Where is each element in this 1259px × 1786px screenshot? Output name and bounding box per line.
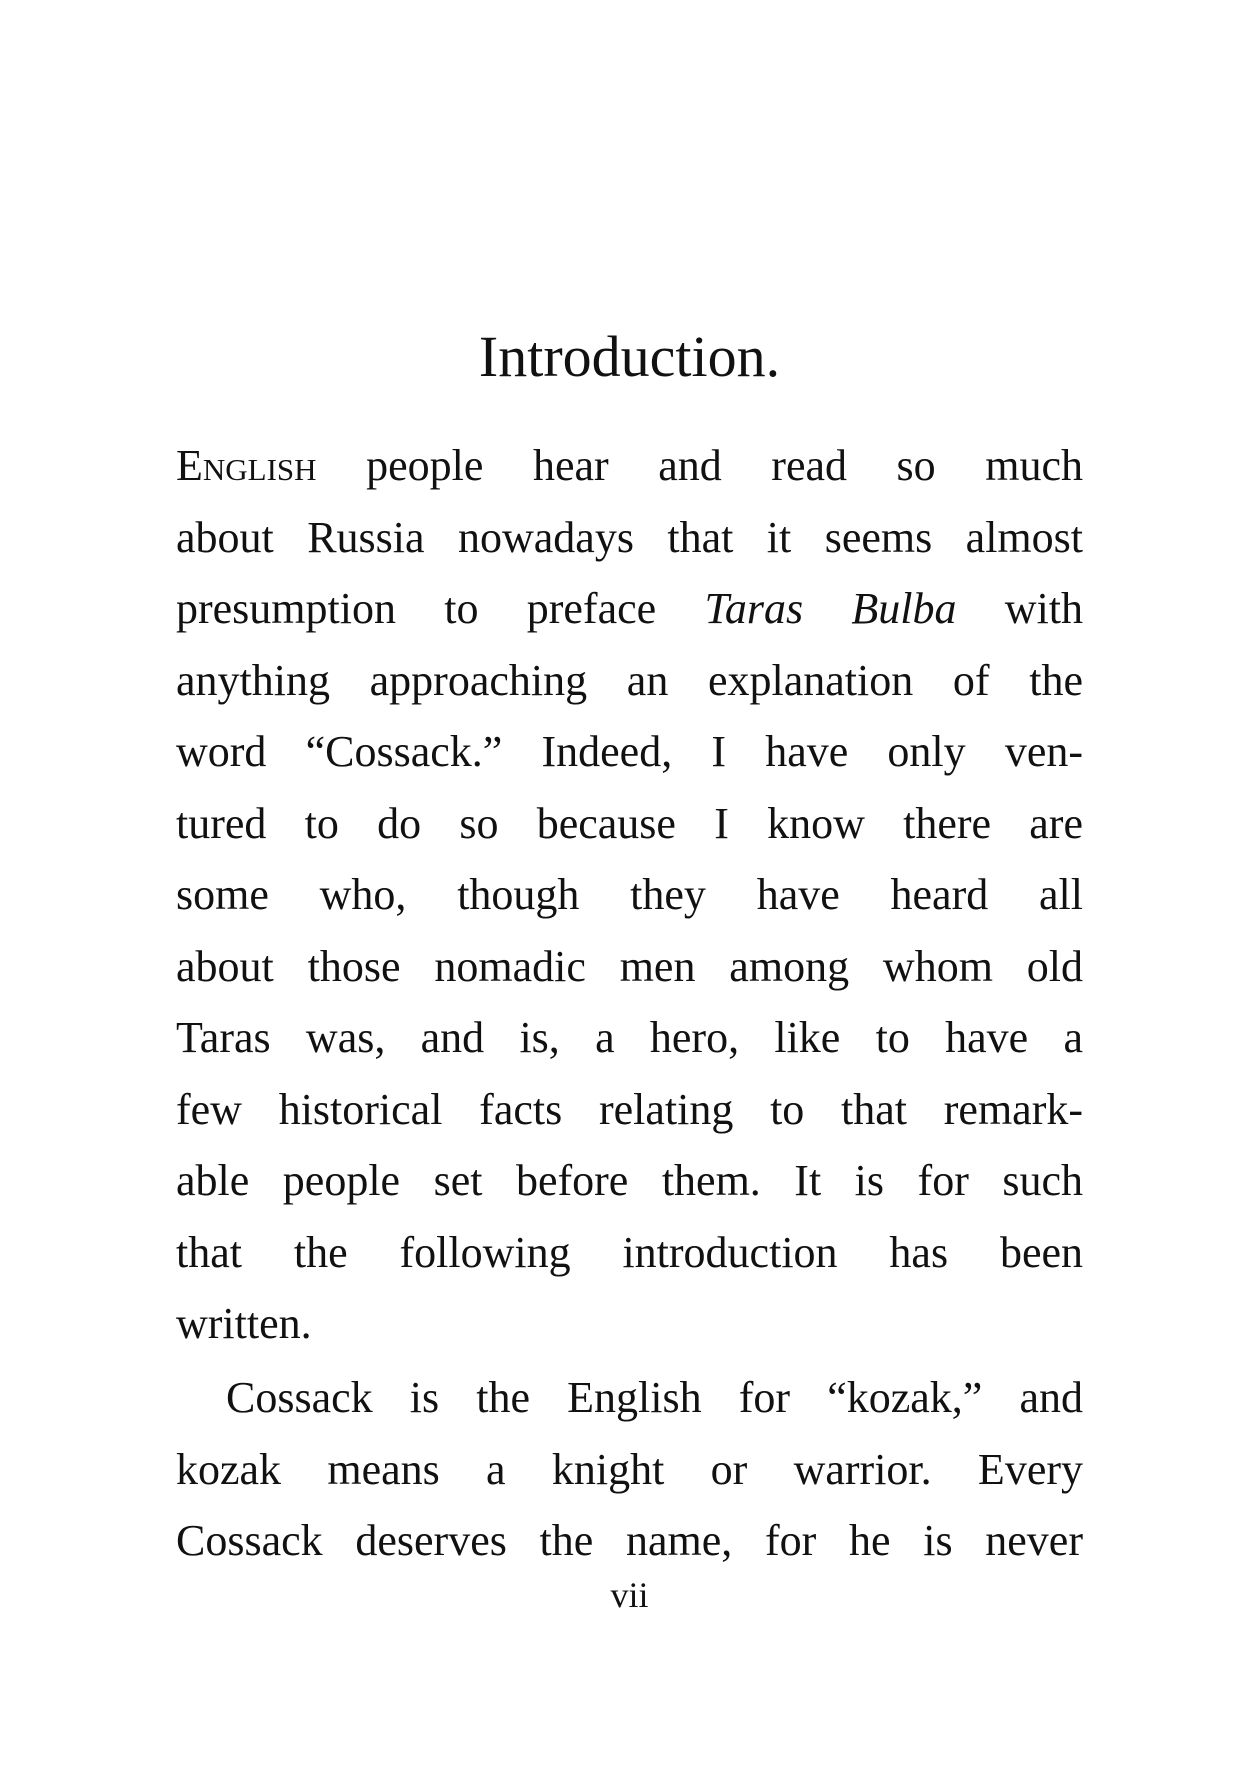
text-line: some who, though they have heard all (176, 870, 1083, 919)
text-line: about those nomadic men among whom old (176, 941, 1083, 991)
chapter-title: Introduction. (478, 324, 781, 389)
text-line: tured to do so because I know there are (176, 798, 1083, 848)
text-line: Taras was, and is, a hero, like to have a (176, 1013, 1083, 1062)
paragraph-2 (176, 1362, 1083, 1577)
text-line: Cossack deserves the name, for he is never (176, 1516, 1083, 1565)
text-line: anything approaching an explanation of the (176, 655, 1083, 705)
text-line: word “Cossack.” Indeed, I have only ven- (176, 727, 1083, 776)
text-line: kozak means a knight or warrior. Every (176, 1444, 1083, 1494)
text-line: few historical facts relating to that remark- (176, 1084, 1083, 1134)
text-line: able people set before them. It is for such (176, 1156, 1083, 1205)
paragraph-1 (176, 430, 1083, 1360)
page-number: vii (610, 1575, 649, 1615)
book-title-italic: Taras Bulba (704, 584, 957, 633)
text-line: that the following introduction has been (176, 1227, 1083, 1277)
text-line: written. (176, 1299, 312, 1348)
text-line: presumption to preface Taras Bulba with (176, 584, 1084, 633)
text-line: English people hear and read so much (176, 441, 1083, 490)
text-line: about Russia nowadays that it seems almost (176, 512, 1083, 562)
small-caps-lead-word: English (176, 441, 317, 490)
text-line: Cossack is the English for “kozak,” and (226, 1373, 1083, 1422)
